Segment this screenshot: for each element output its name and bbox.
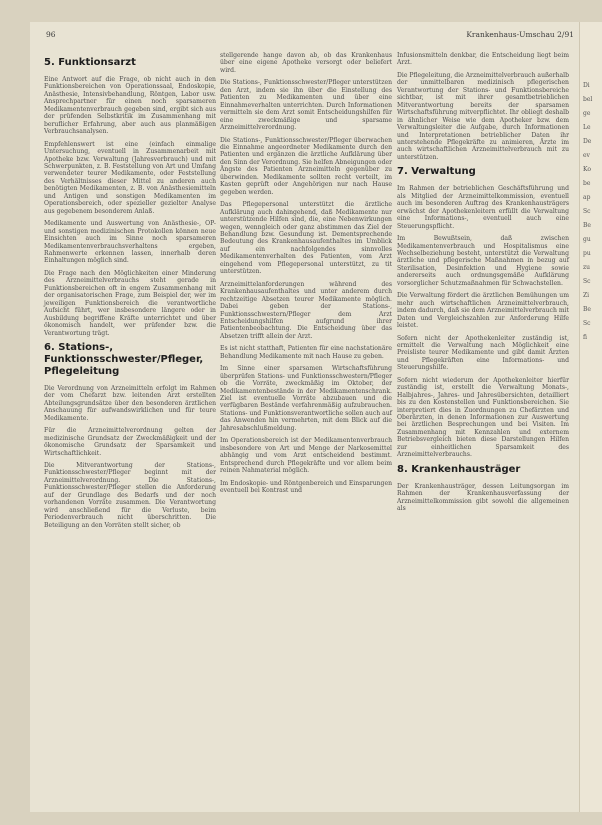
edge-fragment: Be <box>583 306 591 313</box>
paragraph: Das Pflegepersonal unterstützt die ärztliche Aufklärung auch dahingehend, daß Medikamente nur unterstützende Hilfen sind, die, eine Nebenwirkungen wegen, wenngleich oder ganz abstimmen das Ziel der Behandlung bzw. Gesundung ist. Dementsprechende Bedeutung des Krankenhausaufenthaltes im Umblick auf ein nachfolgendes sinnvolles Medikamentenverhalten des Patienten, vom Arzt eingehend vom Pflegepersonal unterstützt, zu tit unterstützen. <box>220 201 392 276</box>
edge-fragment: Ko <box>583 166 591 173</box>
edge-fragment: Sc <box>583 208 591 215</box>
paragraph: Im Sinne einer sparsamen Wirtschaftsführung überprüfen Stations- und Funktionsschwestern/Pfleger ob die Vorräte, zweckmäßig im Oktober, der Medikamentenbestände in der Medikamentenschrank. Ziel ist eventuelle Vorräte abzubauen und die verfügbaren Bestände verfahrenmäßig aufzubrauchen. Stations- und Funktionsverantwortliche sollen auch auf das Anwenden hin vermehrten, mit dem Blick auf die Jahresabschlußmeldung. <box>220 365 392 432</box>
paragraph: Empfehlenswert ist eine (einfach einmalige Untersuchung, eventuell in Zusammenarbeit mit Apotheke bzw. Verwaltung (Jahresverbrauch) und mit Schwerpunkten, z. B. Feststellung von Art und Umfang verwendeter teurer Medikamente, oder Feststellung des Verhältnisses dieser Mittel zu anderen auch benötigten Medikamenten, z. B. von Anästhesiemitteln und Antigen und sonstigen Medikamenten im Operationsbereich, oder spezieller gezielter Analyse aus gegebenem besonderem Anlaß. <box>44 140 216 215</box>
section-heading: 6. Stations-, Funktionsschwester/Pfleger, Pflegeleitung <box>44 341 204 377</box>
page-header <box>30 30 580 44</box>
paragraph: Medikamente und Auswertung von Anästhesie-, OP- und sonstigen medizinischen Protokollen können neue Einsichten auch im Sinne noch sparsameren Medikamentenverbrauchsverhaltens ergeben, Rahmenwerte erkennen lassen, innerhalb deren Einhaltungen möglich sind. <box>44 220 216 265</box>
paragraph: Eine Antwort auf die Frage, ob nicht auch in den Funktionsbereichen von Operationssaal, Endoskopie, Anästhesie, Intensivbehandlung, Röntgen, Labor usw. Ansprechpartner für einen noch sparsameren Medikamentenverbrauch gegeben sind, ergibt sich aus der prüfenden Selbstkritik im Zusammenhang mit beruflicher Erfahrung, aber auch aus planmäßigen Verbrauchsanalysen. <box>44 76 216 136</box>
edge-fragment: Be <box>583 222 591 229</box>
edge-fragment: zu <box>583 264 591 271</box>
edge-fragment: Sc <box>583 278 591 285</box>
section-heading: 7. Verwaltung <box>397 166 476 178</box>
paragraph: stellgerende hange davon ab, ob das Krankenhaus über eine eigene Apotheke versorgt oder beliefert wird. <box>220 52 392 74</box>
edge-fragment: gu <box>583 236 591 243</box>
paragraph: Im Bewußtsein, daß zwischen Medikamentenverbrauch und Hospitalismus eine Wechselbeziehung besteht, unterstützt die Verwaltung ärztliche und pflegerische Maßnahmen in bezug auf Sterilisation, Desinfektion und Hygiene sowie andererseits auch ordnungsgemäße Aufklärung vorsorglicher Schutzmaßnahmen für Schwachstellen. <box>397 235 569 287</box>
edge-fragment: ap <box>583 194 591 201</box>
paragraph: Infusionsmitteln denkbar, die Entscheidung liegt beim Arzt. <box>397 52 569 67</box>
paragraph: Die Frage nach den Möglichkeiten einer Minderung des Arzneimittelverbrauchs steht gerade in Funktionsbereichen oft in engem Zusammenhang mit der organisatorischen Frage, zum Beispiel der, wer im jeweiligen Funktionsbereich die verantwortliche Aufsicht führt, wer insbesondere längere oder in Ausbildung begriffene Kräfte unterrichtet und über ökonomisch handelt, wer prüfender bzw. die Verantwortung trägt. <box>44 269 216 337</box>
paragraph: Sofern nicht der Apothekenleiter zuständig ist, ermittelt die Verwaltung nach Möglichkeit eine Preisliste teurer Medikamente und gibt damit Ärzten und Pflegekräften eine Informations- und Steuerungshilfe. <box>397 334 569 372</box>
edge-fragment: ge <box>583 110 591 117</box>
paragraph: Die Stations-, Funktionsschwester/Pfleger überwachen die Einnahme angeordneter Medikamente durch den Patienten und ergänzen die ärztliche Aufklärung über den Sinn der Verordnung. Sie helfen Abneigungen oder Ängste des Patienten Arzneimitteln gegenüber zu überwinden. Medikamente sollten recht verteilt, im Kasten geprüft oder Angehörigen nur nach Hause gegeben werden. <box>220 136 392 196</box>
edge-fragment: Zi <box>583 292 590 299</box>
paragraph: Sofern nicht wiederum der Apothekenleiter hierfür zuständig ist, erstellt die Verwaltung Monats-, Halbjahres-, Jahres- und Jahresübersichten, detailliert bis zu den Kostenstellen und Funktionsbereichen. Sie interpretiert dies in Zuordnungen zu Chefärzten und Oberärzten, in denen Informationen zur Auswertung bei ärztlichen Besprechungen und bei Visiten. Im Zusammenhang mit Kennzahlen und externem Betriebsvergleich bieten diese Darstellungen Hilfen zur einheitlichen Sparsamkeit des Arzneimittelverbrauchs. <box>397 376 569 459</box>
paragraph: Im Rahmen der betrieblichen Geschäftsführung und als Mitglied der Arzneimittelkommission, eventuell auch im besonderen Auftrag des Krankenhausträgers erwächst der Apothekenleitern erfüllt die Verwaltung eine Informations-, eventuell auch eine Steuerungspflicht. <box>397 185 569 230</box>
column-3 <box>397 52 569 518</box>
journal-title: Krankenhaus-Umschau 2/91 <box>466 30 574 39</box>
paragraph: Der Krankenhausträger, dessen Leitungsorgan im Rahmen der Krankenhausverfassung der Arzneimittelkommission gibt sowohl die allgemeinen als <box>397 482 569 513</box>
column-2 <box>220 52 392 499</box>
adjacent-page-text <box>583 82 597 348</box>
paragraph: Arzneimittelanforderungen während des Krankenhausaufenthaltes und unter anderem durch rechtzeitige Absetzen teurer Medikamente möglich. Dabei geben der Stations-, Funktionsschwestern/Pfleger dem Arzt Entscheidungshilfen aufgrund ihrer Patientenbeobachtung. Die Entscheidung über das Absetzen trifft allein der Arzt. <box>220 280 392 340</box>
document-page <box>30 22 580 812</box>
paragraph: Für die Arzneimittelverordnung gelten der medizinische Grundsatz der Zweckmäßigkeit und der ökonomische Grundsatz der Sparsamkeit und Wirtschaftlichkeit. <box>44 427 216 457</box>
section-heading: 5. Funktionsarzt <box>44 57 136 68</box>
column-1 <box>44 52 216 534</box>
edge-fragment: fi <box>583 334 588 341</box>
paragraph: Im Endoskopie- und Röntgenbereich und Einsparungen eventuell bei Kontrast und <box>220 479 392 495</box>
adjacent-page-edge <box>579 22 602 812</box>
edge-fragment: ev <box>583 152 590 159</box>
paragraph: Die Stations-, Funktionsschwester/Pfleger unterstützen den Arzt, indem sie ihn über die Einstellung des Patienten zu Medikamenten und über eine Einnahmeverhalten unterrichten. Durch Informationen vermitteln sie dem Arzt somit Entscheidungshilfen für eine zweckmäßige und sparsame Arzneimittelverordnung. <box>220 79 392 132</box>
paragraph: Die Pflegeleitung, die Arzneimittelverbrauch außerhalb der unmittelbaren medizinisch pflegerischen Verantwortung der Stations- und Funktionsbereiche sichtbar, ist mit ihrer gesamtbetrieblichen Mitverantwortung bereits der sparsamen Wirtschaftsführung mitverpflichtet. Ihr obliegt deshalb in ähnlicher Weise wie dem Apotheker bzw. dem Verwaltungsleiter die Aufgabe, durch Informationen und Interpretationen betrieblicher Daten ihr unterstehende Pflegekräfte zu animieren, Ärzte im auch wirtschaftlichen Arzneimittelverbrauch mit zu unterstützen. <box>397 71 569 161</box>
edge-fragment: pu <box>583 250 591 257</box>
page-number: 96 <box>46 30 56 39</box>
edge-fragment: be <box>583 180 591 187</box>
paragraph: Im Operationsbereich ist der Medikamentenverbrauch insbesondere von Art und Menge der Narkosemittel abhängig und vom Arzt entscheidend bestimmt. Entsprechend durch Pflegekräfte und vor allem beim reinen Nahmaterial möglich. <box>220 437 392 475</box>
paragraph: Es ist nicht statthaft, Patienten für eine nachstationäre Behandlung Medikamente mit nach Hause zu geben. <box>220 345 392 360</box>
edge-fragment: Le <box>583 124 591 131</box>
edge-fragment: De <box>583 138 592 145</box>
edge-fragment: Sc <box>583 320 591 327</box>
edge-fragment: Di <box>583 82 590 89</box>
paragraph: Die Verordnung von Arzneimitteln erfolgt im Rahmen der vom Chefarzt bzw. leitenden Arzt erstellten Abteilungsgrundsätze über den besonderen ärztlichen Anschauung für aufwandswirklichen und für teure Medikamente. <box>44 384 216 422</box>
paragraph: Die Verwaltung fördert die ärztlichen Bemühungen um mehr auch wirtschaftlichen Arzneimittelverbrauch, indem dadurch, daß sie dem Arzneimittelverbrauch mit Daten und Vergleichszahlen zur Anforderung Hilfe leistet. <box>397 292 569 330</box>
paragraph: Die Mitverantwortung der Stations-, Funktionsschwester/Pfleger beginnt mit der Arzneimittelverordnung. Die Stations-, Funktionsschwester/Pfleger stellen die Anforderung auf der Grundlage des Bedarfs und der noch vorhandenen Vorräte zusammen. Die Verantwortung wird anschließend für die Verluste, beim Periodenverbrauch nicht überschritten. Die Beteiligung an den Vorräten stellt sicher, ob <box>44 462 216 529</box>
section-heading: 8. Krankenhausträger <box>397 463 521 475</box>
edge-fragment: bel <box>583 96 593 103</box>
